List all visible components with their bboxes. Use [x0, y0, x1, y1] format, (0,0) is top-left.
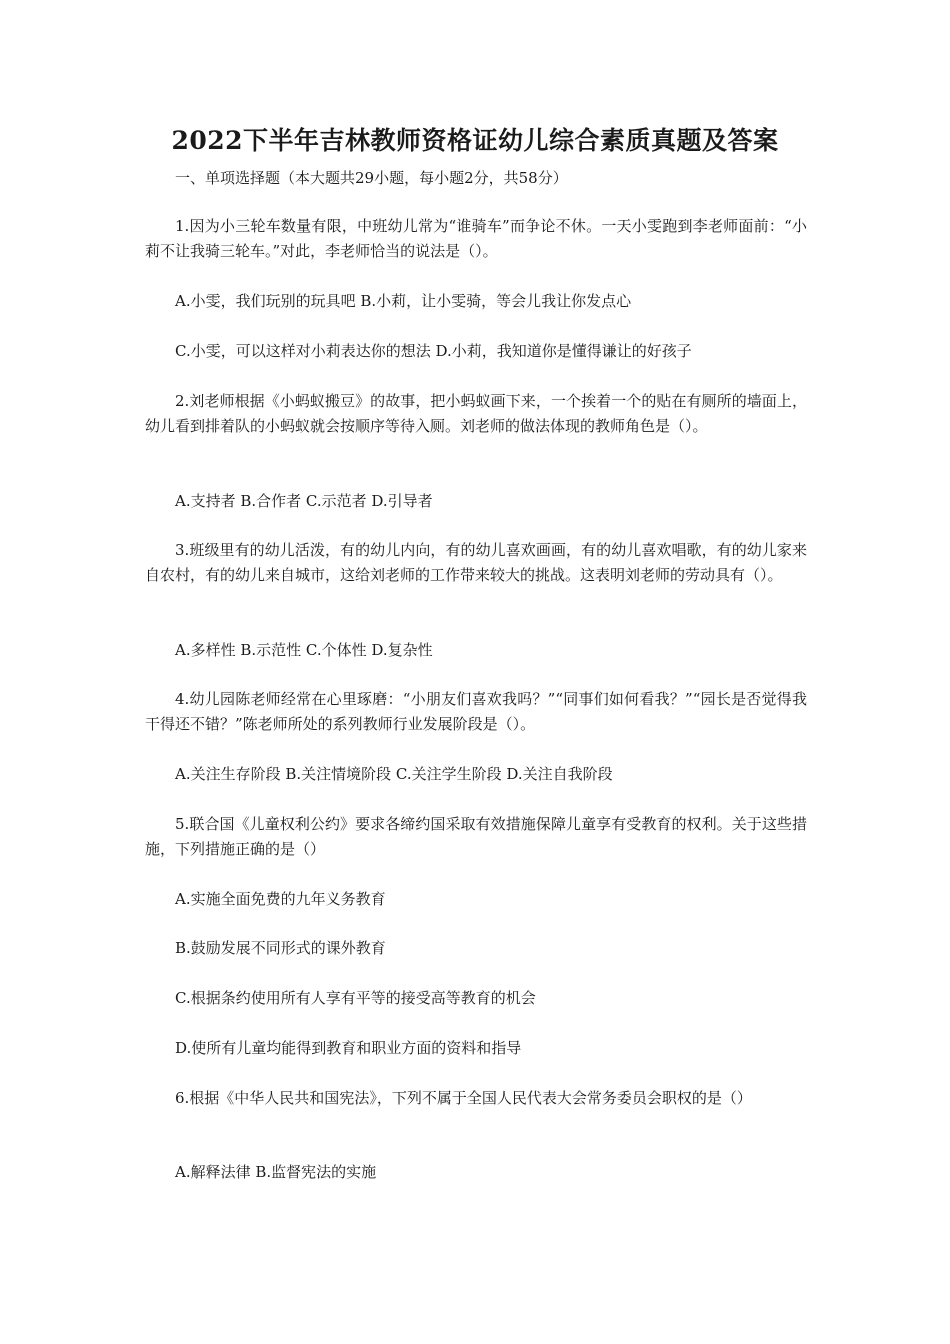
question-stem: 3.班级里有的幼儿活泼，有的幼儿内向，有的幼儿喜欢画画，有的幼儿喜欢唱歌，有的幼儿家来自农村，有的幼儿来自城市，这给刘老师的工作带来较大的挑战。这表明刘老师的劳动具有（）。 — [145, 541, 807, 584]
question-option: B.鼓励发展不同形式的课外教育 — [175, 939, 386, 957]
question-stem: 1.因为小三轮车数量有限，中班幼儿常为“谁骑车”而争论不休。一天小雯跑到李老师面前：“小莉不让我骑三轮车。”对此，李老师恰当的说法是（）。 — [145, 217, 807, 260]
question-option: C.根据条约使用所有人享有平等的接受高等教育的机会 — [175, 989, 536, 1007]
question-option: A.多样性 B.示范性 C.个体性 D.复杂性 — [175, 641, 433, 659]
question-option: A.小雯，我们玩别的玩具吧 B.小莉，让小雯骑，等会儿我让你发点心 — [175, 292, 632, 310]
question-option: A.关注生存阶段 B.关注情境阶段 C.关注学生阶段 D.关注自我阶段 — [175, 765, 613, 783]
section-heading: 一、单项选择题（本大题共29小题，每小题2分，共58分） — [175, 169, 568, 187]
question-stem: 4.幼儿园陈老师经常在心里琢磨：“小朋友们喜欢我吗？”“同事们如何看我？”“园长是否觉得我干得还不错？”陈老师所处的系列教师行业发展阶段是（）。 — [145, 690, 807, 733]
question-option: D.使所有儿童均能得到教育和职业方面的资料和指导 — [175, 1039, 522, 1057]
question-option: A.支持者 B.合作者 C.示范者 D.引导者 — [175, 492, 433, 510]
question-stem: 6.根据《中华人民共和国宪法》，下列不属于全国人民代表大会常务委员会职权的是（） — [175, 1089, 752, 1107]
document-title: 2022下半年吉林教师资格证幼儿综合素质真题及答案 — [171, 126, 779, 155]
question-stem: 2.刘老师根据《小蚂蚁搬豆》的故事，把小蚂蚁画下来，一个挨着一个的贴在有厕所的墙面上，幼儿看到排着队的小蚂蚁就会按顺序等待入厕。刘老师的做法体现的教师角色是（）。 — [145, 392, 807, 435]
question-option: C.小雯，可以这样对小莉表达你的想法 D.小莉，我知道你是懂得谦让的好孩子 — [175, 342, 692, 360]
question-stem: 5.联合国《儿童权利公约》要求各缔约国采取有效措施保障儿童享有受教育的权利。关于这些措施，下列措施正确的是（） — [145, 815, 807, 858]
question-option: A.实施全面免费的九年义务教育 — [175, 890, 386, 908]
question-option: A.解释法律 B.监督宪法的实施 — [175, 1163, 377, 1181]
